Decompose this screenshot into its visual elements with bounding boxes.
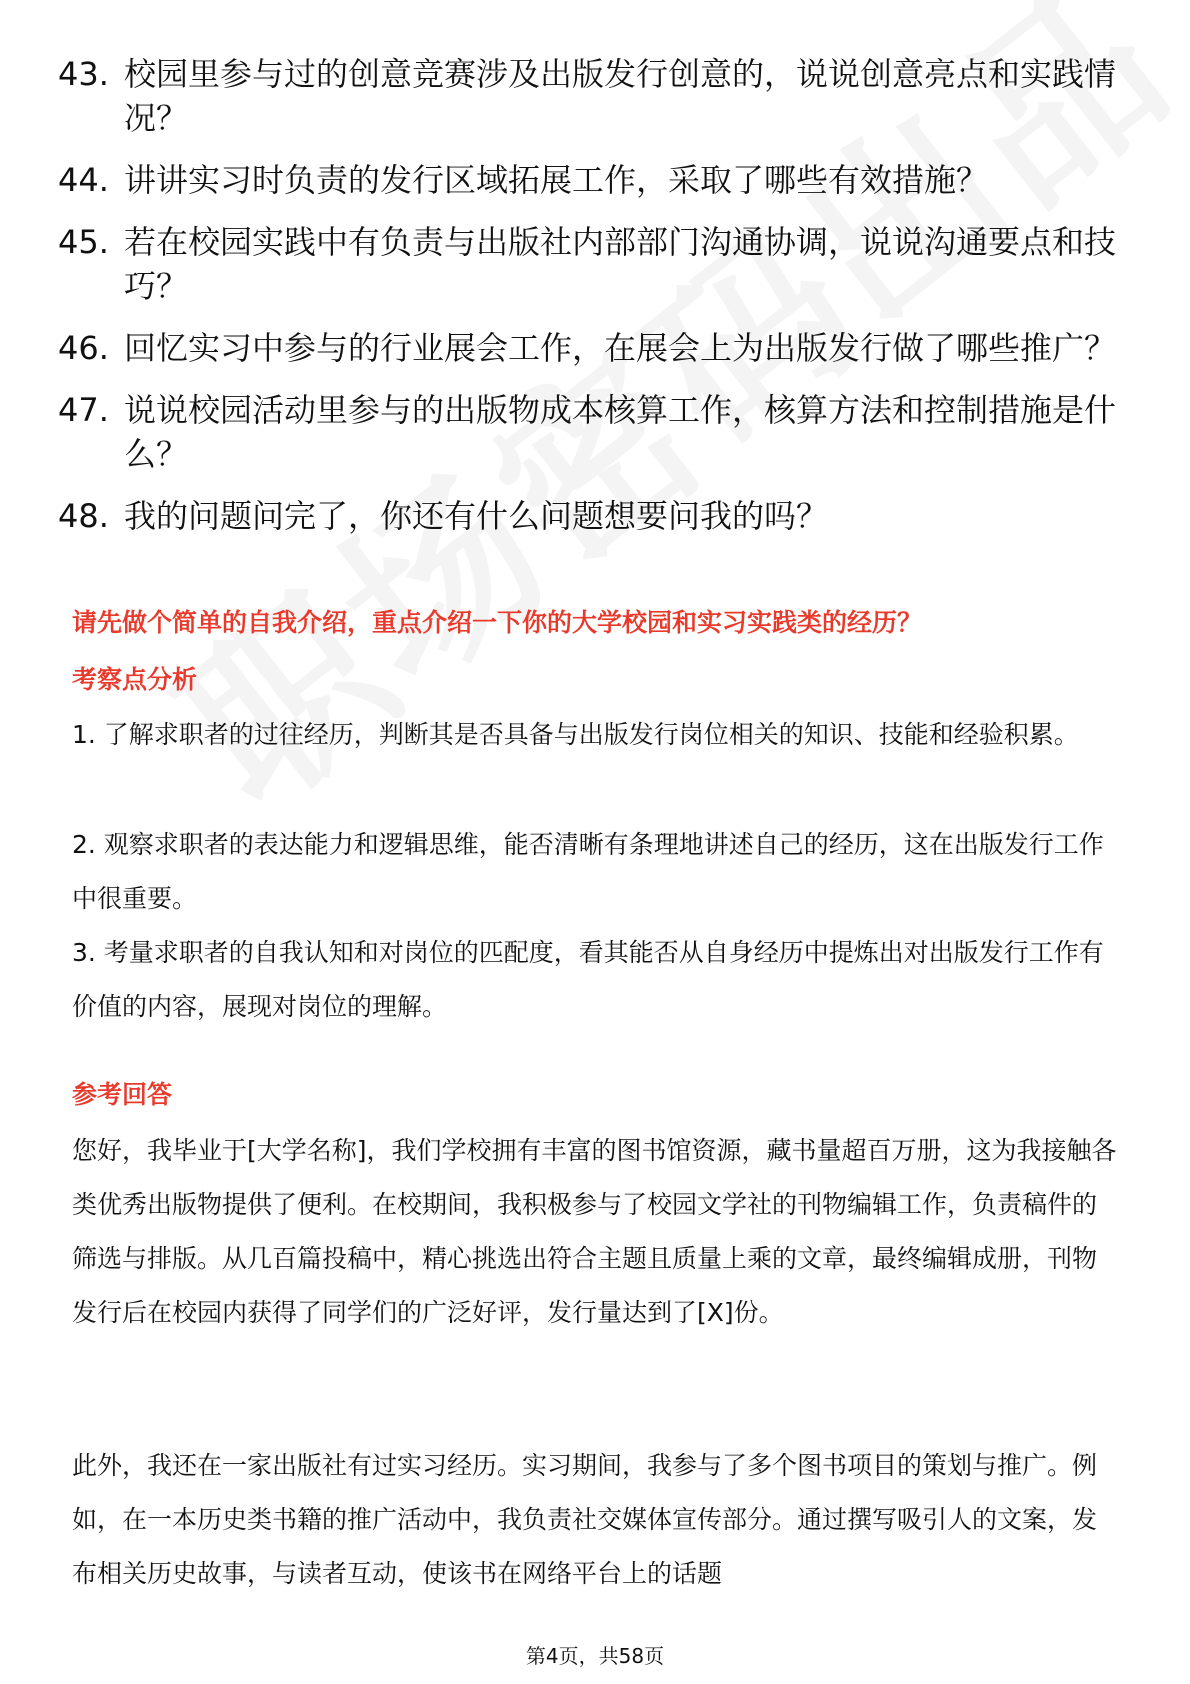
analysis-point: 2. 观察求职者的表达能力和逻辑思维，能否清晰有条理地讲述自己的经历，这在出版发行工作中很重要。 xyxy=(72,830,1104,913)
question-item xyxy=(58,494,1118,538)
question-item xyxy=(58,388,1118,476)
answer-heading: 参考回答 xyxy=(72,1080,173,1109)
answer-paragraph: 此外，我还在一家出版社有过实习经历。实习期间，我参与了多个图书项目的策划与推广。例如，在一本历史类书籍的推广活动中，我负责社交媒体宣传部分。通过撰写吸引人的文案，发布相关历史故事，与读者互动，使该书在网络平台上的话题 xyxy=(72,1451,1098,1588)
interview-question-title: 请先做个简单的自我介绍，重点介绍一下你的大学校园和实习实践类的经历？ xyxy=(72,608,923,637)
analysis-heading: 考察点分析 xyxy=(72,665,198,694)
question-number: 43. xyxy=(58,55,109,93)
analysis-point: 3. 考量求职者的自我认知和对岗位的匹配度，看其能否从自身经历中提炼出对出版发行工作有价值的内容，展现对岗位的理解。 xyxy=(72,938,1104,1021)
question-item xyxy=(58,326,1118,370)
question-text: 校园里参与过的创意竞赛涉及出版发行创意的，说说创意亮点和实践情况？ xyxy=(124,55,1117,137)
question-text: 说说校园活动里参与的出版物成本核算工作，核算方法和控制措施是什么？ xyxy=(124,391,1117,473)
question-text: 讲讲实习时负责的发行区域拓展工作，采取了哪些有效措施？ xyxy=(124,161,989,199)
analysis-point: 1. 了解求职者的过往经历，判断其是否具备与出版发行岗位相关的知识、技能和经验积累。 xyxy=(72,720,1079,749)
question-text: 我的问题问完了，你还有什么问题想要问我的吗？ xyxy=(124,497,829,535)
question-text: 回忆实习中参与的行业展会工作，在展会上为出版发行做了哪些推广？ xyxy=(124,329,1117,367)
answer-paragraph: 您好，我毕业于[大学名称]，我们学校拥有丰富的图书馆资源，藏书量超百万册，这为我接触各类优秀出版物提供了便利。在校期间，我积极参与了校园文学社的刊物编辑工作，负责稿件的筛选与排版。从几百篇投稿中，精心挑选出符合主题且质量上乘的文章，最终编辑成册，刊物发行后在校园内获得了同学们的广泛好评，发行量达到了[X]份。 xyxy=(72,1136,1117,1327)
question-item xyxy=(58,158,1118,202)
question-item xyxy=(58,220,1118,308)
question-text: 若在校园实践中有负责与出版社内部部门沟通协调，说说沟通要点和技巧？ xyxy=(124,223,1117,305)
page-footer: 第4页，共58页 xyxy=(525,1644,665,1668)
question-number: 44. xyxy=(58,161,109,199)
question-number: 47. xyxy=(58,391,109,429)
question-number: 48. xyxy=(58,497,109,535)
question-number: 46. xyxy=(58,329,109,367)
question-number: 45. xyxy=(58,223,109,261)
question-list xyxy=(58,52,1118,556)
question-item xyxy=(58,52,1118,140)
